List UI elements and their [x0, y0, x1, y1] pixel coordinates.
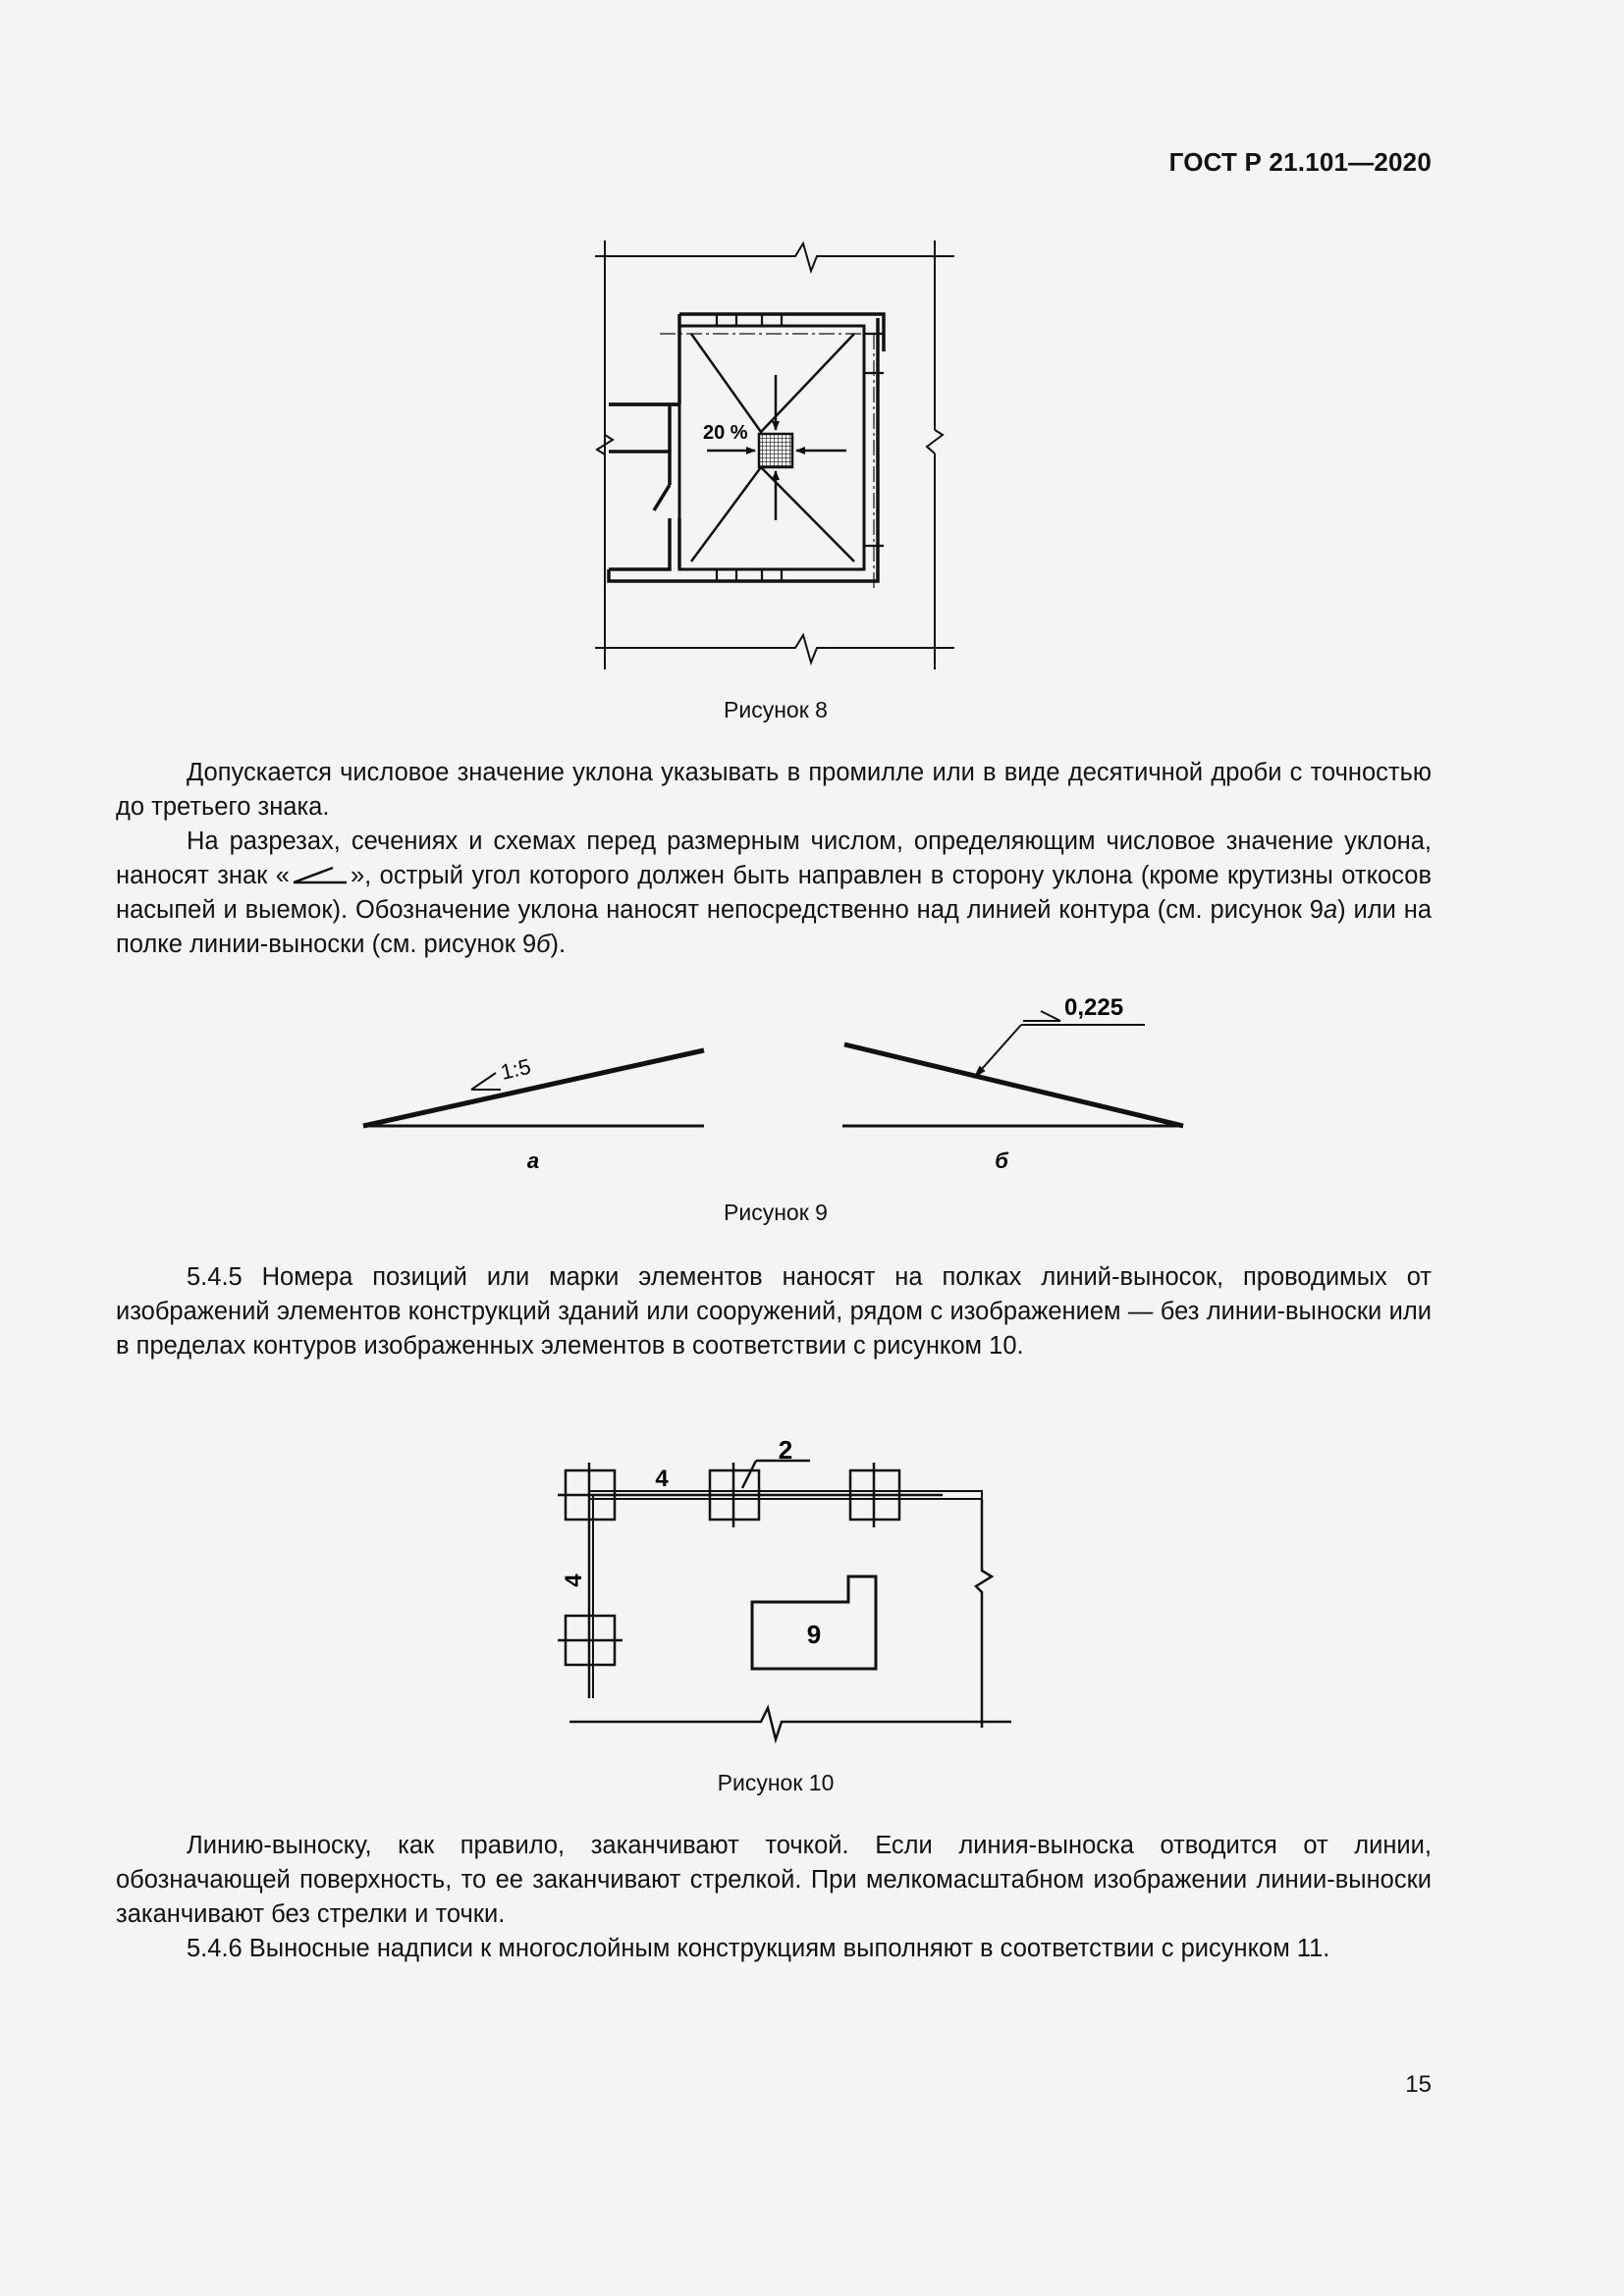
slope-sign-icon [290, 865, 351, 886]
figure-10-drawing [550, 1384, 1011, 1747]
paragraph-slope-sign: На разрезах, сечениях и схемах перед размерным числом, определяющим числовое значение уклона, наносят знак « », острый угол которого должен быть направлен в сторону уклона (кроме крутизны откосов насыпей и выемок). Обозначение уклона наносят непосредственно над линией контура (см. рисунок 9а) или на полке линии-выноски (см. рисунок 9б). [116, 828, 1433, 958]
figure-9-caption: Рисунок 9 [724, 1200, 828, 1225]
slope-percent-label: 20 % [703, 422, 748, 444]
figure-8-drawing [589, 226, 962, 677]
vertical-spacing-label: 4 [561, 1574, 587, 1587]
horizontal-spacing-label: 4 [655, 1466, 669, 1492]
paragraph-slope-precision: Допускается числовое значение уклона указывать в промилле или в виде десятичной дроби с точностью до третьего знака. [116, 759, 1432, 821]
figure-8-caption: Рисунок 8 [724, 697, 828, 722]
leader-position-label: 2 [778, 1435, 793, 1465]
slope-decimal-label: 0,225 [1064, 994, 1124, 1021]
document-header: ГОСТ Р 21.101—2020 [1168, 147, 1432, 177]
page-number: 15 [1405, 2071, 1432, 2098]
element-mark-label: 9 [806, 1620, 822, 1649]
figure-10-caption: Рисунок 10 [717, 1770, 835, 1795]
subfigure-a-label: а [526, 1148, 540, 1173]
paragraph-5-4-5: 5.4.5 Номера позиций или марки элементов наносят на полках линий-выносок, проводимых от изображений элементов конструкций зданий или сооружений, рядом с изображением — без линии-выноски или в пределах контуров изображенных элементов в соответствии с рисунком 10. [116, 1263, 1432, 1360]
figure-9-drawing [353, 982, 1198, 1178]
slope-ratio-label: 1:5 [498, 1053, 533, 1085]
paragraph-5-4-6: 5.4.6 Выносные надписи к многослойным конструкциям выполняют в соответствии с рисунком 11. [187, 1935, 1330, 1962]
subfigure-b-label: б [995, 1148, 1008, 1173]
paragraph-leader-ending: Линию-выноску, как правило, заканчивают точкой. Если линия-выноска отводится от линии, обозначающей поверхность, то ее заканчивают стрелкой. При мелкомасштабном изображении линии-выноски заканчивают без стрелки и точки. [116, 1832, 1432, 1928]
